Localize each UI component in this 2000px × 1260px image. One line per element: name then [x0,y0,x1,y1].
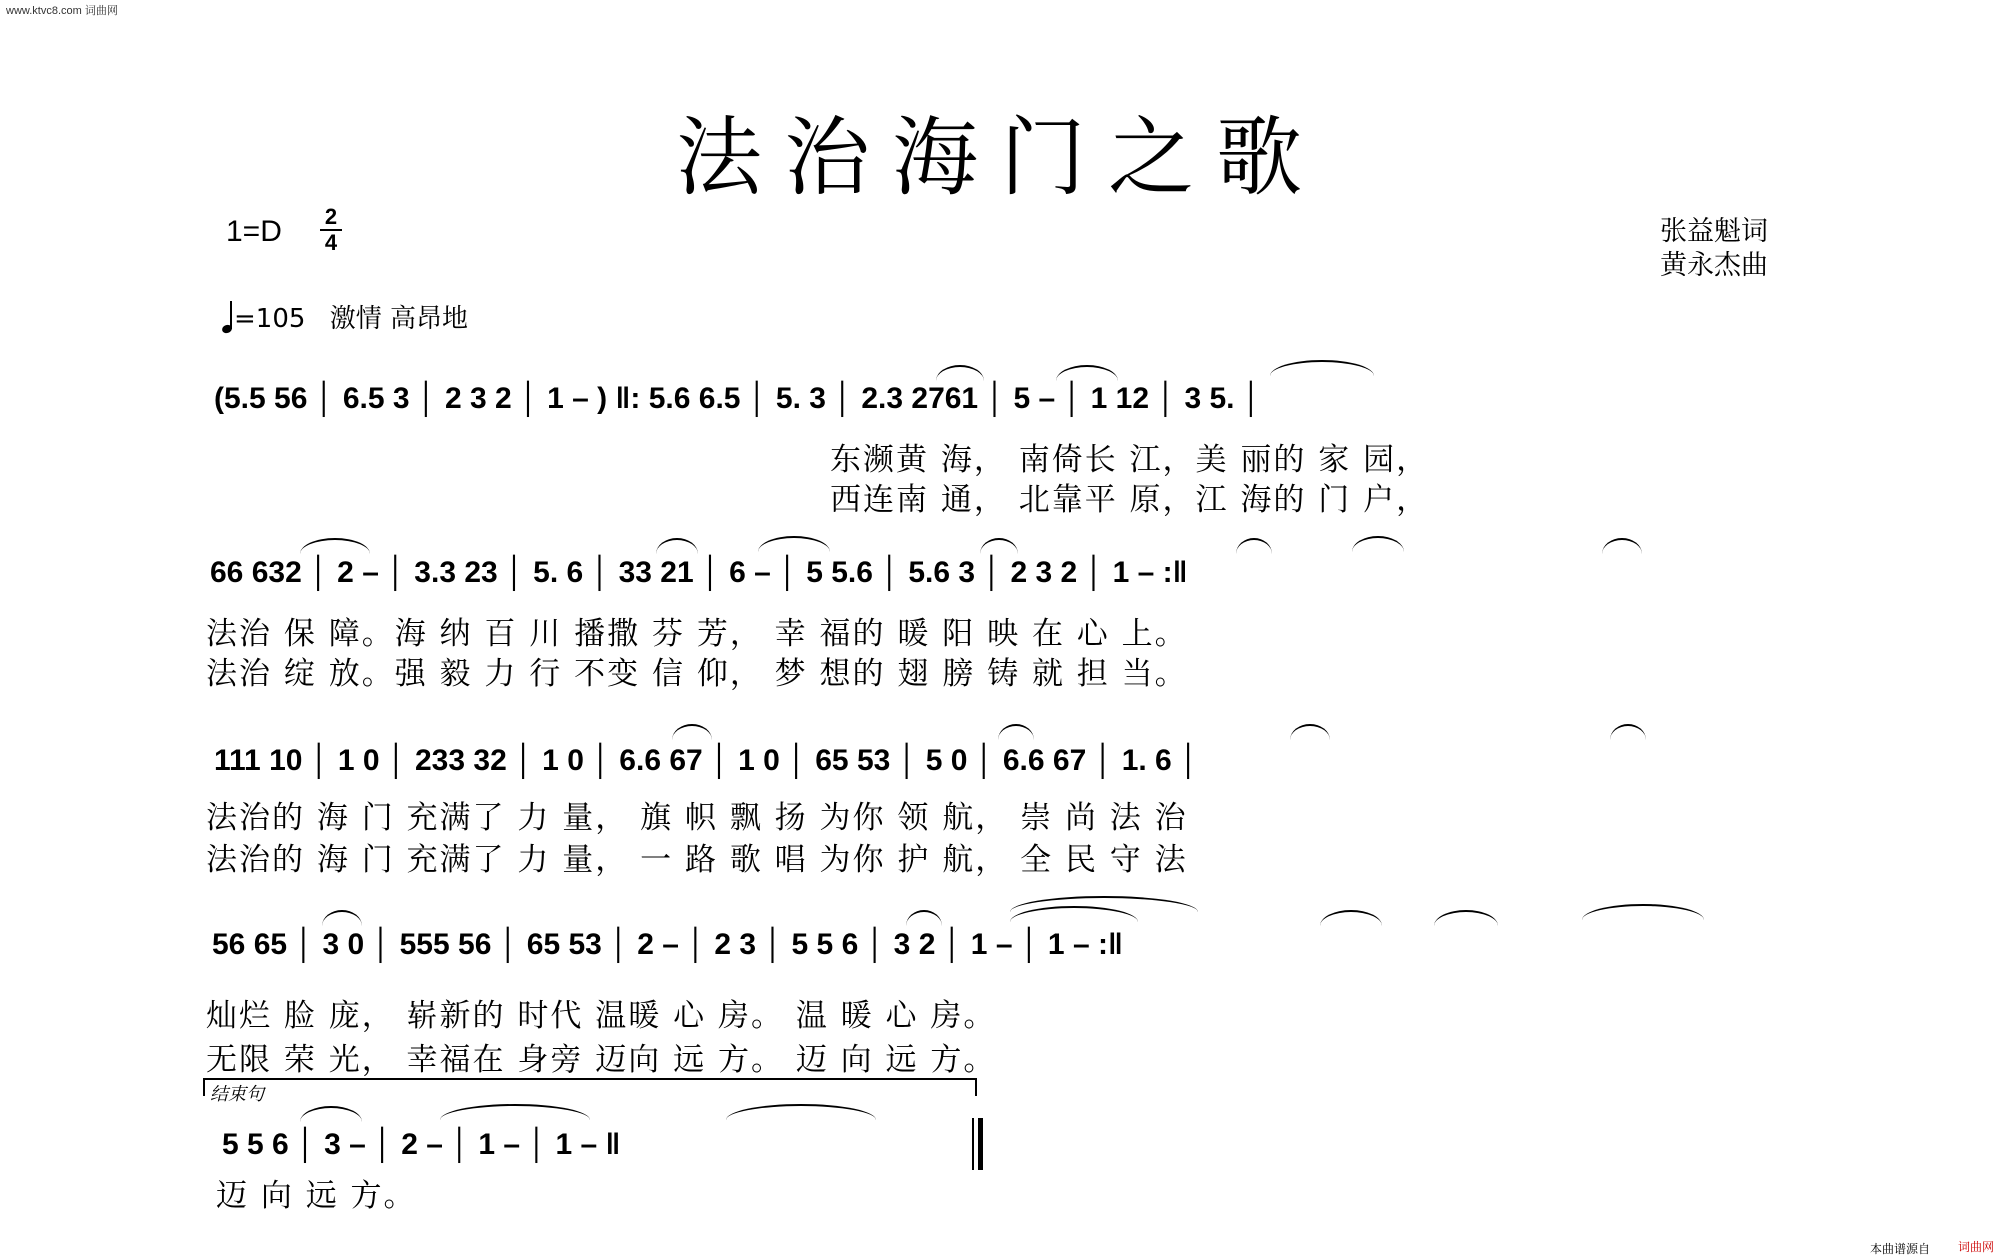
footer-source: 本曲谱源自 [1869,1242,1930,1256]
slur [656,538,698,554]
tie [440,1104,590,1120]
slur [1056,365,1118,381]
lyrics-line-2-verse-2: 法治 绽 放。强 毅 力 行 不变 信 仰， 梦 想的 翅 膀 铸 就 担 当。 [206,656,1188,692]
slur [980,538,1018,554]
slur [1236,538,1272,554]
slur [300,538,370,554]
lyrics-line-3-verse-2: 法治的 海 门 充满了 力 量， 一 路 歌 唱 为你 护 航， 全 民 守 法 [206,842,1188,878]
key-signature: 1=D [226,215,282,248]
time-signature [320,205,342,255]
tempo-value: =105 [234,304,306,334]
slur [1610,724,1646,740]
tie [726,1104,876,1120]
page-title: 法治海门之歌 [676,108,1324,208]
quarter-note-icon [222,299,232,333]
slur [1290,724,1330,740]
slur [758,536,830,552]
slur [322,910,362,926]
tempo-marking [222,298,468,335]
slur [300,1106,362,1122]
slur [1434,910,1498,926]
final-barline [978,1118,983,1170]
slur [906,910,942,926]
notation-line-4: 56 65 │ 3 0 │ 555 56 │ 65 53 │ 2 – │ 2 3 │ 5 5 6 │ 3 2 │ 1 – │ 1 – :‖ [212,928,1123,961]
slur [936,365,984,381]
notation-line-3: 111 10 │ 1 0 │ 233 32 │ 1 0 │ 6.6 67 │ 1 0 │ 65 53 │ 5 0 │ 6.6 67 │ 1. 6 │ [214,744,1199,777]
slur [1320,910,1382,926]
composer: 黄永杰曲 [1660,250,1768,281]
barline [972,1118,974,1170]
slur [1602,538,1642,554]
slur [672,724,712,740]
time-signature-bottom: 4 [324,230,338,255]
watermark: www.ktvc8.com 词曲网 [6,5,118,17]
footer-logo: 词曲网 [1957,1240,1994,1254]
notation-line-5: 5 5 6 │ 3 – │ 2 – │ 1 – │ 1 – ‖ [222,1128,621,1161]
tempo-expression: 激情 高昂地 [329,304,468,334]
lyrics-line-2-verse-1: 法治 保 障。海 纳 百 川 播撒 芬 芳， 幸 福的 暖 阳 映 在 心 上。 [206,616,1188,652]
notation-line-2: 66 632 │ 2 – │ 3.3 23 │ 5. 6 │ 33 21 │ 6 – │ 5 5.6 │ 5.6 3 │ 2 3 2 │ 1 – :‖ [210,556,1188,589]
lyrics-line-4-verse-1: 灿烂 脸 庞， 崭新的 时代 温暖 心 房。 温 暖 心 房。 [206,998,997,1034]
credits [1660,215,1768,283]
slur [998,724,1034,740]
lyrics-line-3-verse-1: 法治的 海 门 充满了 力 量， 旗 帜 飘 扬 为你 领 航， 崇 尚 法 治 [206,800,1188,836]
tie [1582,904,1704,920]
lyrics-line-4-verse-2: 无限 荣 光， 幸福在 身旁 迈向 远 方。 迈 向 远 方。 [206,1042,997,1078]
time-signature-top: 2 [324,204,338,229]
ending-label: 结束句 [210,1084,264,1105]
lyrics-line-5-verse-1: 迈 向 远 方。 [216,1178,417,1214]
lyricist: 张益魁词 [1660,216,1768,247]
lyrics-line-1-verse-2: 西连南 通， 北靠平 原，江 海的 门 户， [830,482,1430,518]
slur [1270,360,1374,376]
lyrics-line-1-verse-1: 东濒黄 海， 南倚长 江，美 丽的 家 园， [830,442,1430,478]
notation-line-1: (5.5 56 │ 6.5 3 │ 2 3 2 │ 1 – ) ‖: 5.6 6.5 │ 5. 3 │ 2.3 2761 │ 5 – │ 1 12 │ 3 5. │ [214,382,1262,415]
slur [1352,536,1404,552]
ending-bracket [203,1078,977,1096]
